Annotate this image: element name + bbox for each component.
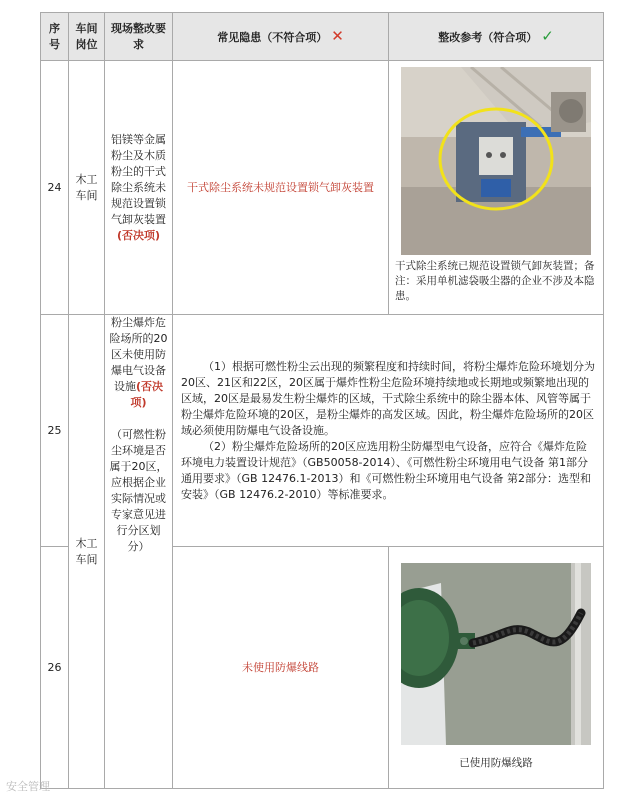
row-reference (389, 547, 604, 789)
table-row (41, 315, 604, 547)
reference-caption: 已使用防爆线路 (459, 757, 533, 769)
reference-photo-dust-collector (401, 67, 591, 255)
header-hazard-label: 常见隐患（不符合项） (217, 30, 328, 44)
row-reference (389, 61, 604, 315)
cross-icon: ✕ (331, 26, 344, 45)
requirement-note: （可燃性粉尘环境是否属于20区，应根据企业实际情况或专家意见进行分区划分） (109, 428, 168, 553)
table-header-row (41, 13, 604, 61)
header-hazard (173, 13, 389, 61)
requirement-text: 粉尘爆炸危险场所的20区未使用防爆电气设备设施 (109, 316, 168, 393)
row-description (173, 315, 604, 547)
row-number: 26 (41, 547, 69, 789)
description-paragraph-2: （2）粉尘爆炸危险场所的20区应选用粉尘防爆型电气设备，应符合《爆炸危险环境电力装置设计规范》（GB50058-2014）、《可燃性粉尘环境用电气设备 第1部分 通用要求》（GB 12476.1-2013）和《可燃性粉尘环境用电气设备 第2部分：选型和安装》（GB 12476.2-2010）等标准要求。 (181, 439, 592, 501)
description-paragraph-1: （1）根据可燃性粉尘云出现的频繁程度和持续时间，将粉尘爆炸危险环境划分为20区、21区和22区，20区属于爆炸性粉尘危险环境持续地或长期地或频繁地出现的区域，20区是最易发生粉尘爆炸的区域，干式除尘系统中的除尘器本体、风管等属于粉尘爆炸危险环境的20区，是粉尘爆炸的高发区域。因此，粉尘爆炸危险场所的20区域必须使用防爆电气设备设施。 (181, 359, 595, 437)
row-number: 25 (41, 315, 69, 547)
veto-badge: (否决项) (130, 380, 164, 409)
table-row (41, 61, 604, 315)
row-workshop: 木工车间 (69, 315, 105, 789)
watermark (6, 778, 50, 794)
row-hazard: 未使用防爆线路 (173, 547, 389, 789)
reference-photo-explosion-proof-wiring (401, 563, 591, 745)
rectification-table (40, 12, 604, 789)
header-reference-label: 整改参考（符合项） (438, 30, 538, 44)
check-icon: ✓ (541, 26, 554, 45)
header-reference (389, 13, 604, 61)
row-number: 24 (41, 61, 69, 315)
reference-text: 干式除尘系统已规范设置锁气卸灰装置；备注：采用单机滤袋吸尘器的企业不涉及本隐患。 (395, 260, 595, 302)
row-hazard: 干式除尘系统未规范设置锁气卸灰装置 (173, 61, 389, 315)
row-requirement (105, 315, 173, 789)
header-requirement: 现场整改要求 (105, 13, 173, 61)
row-requirement (105, 61, 173, 315)
header-no: 序号 (41, 13, 69, 61)
veto-badge: (否决项) (116, 228, 161, 242)
requirement-text: 铝镁等金属粉尘及木质粉尘的干式除尘系统未规范设置锁气卸灰装置 (111, 132, 166, 226)
header-workshop: 车间岗位 (69, 13, 105, 61)
row-workshop: 木工车间 (69, 61, 105, 315)
watermark-text: 安全管理 (6, 780, 50, 793)
